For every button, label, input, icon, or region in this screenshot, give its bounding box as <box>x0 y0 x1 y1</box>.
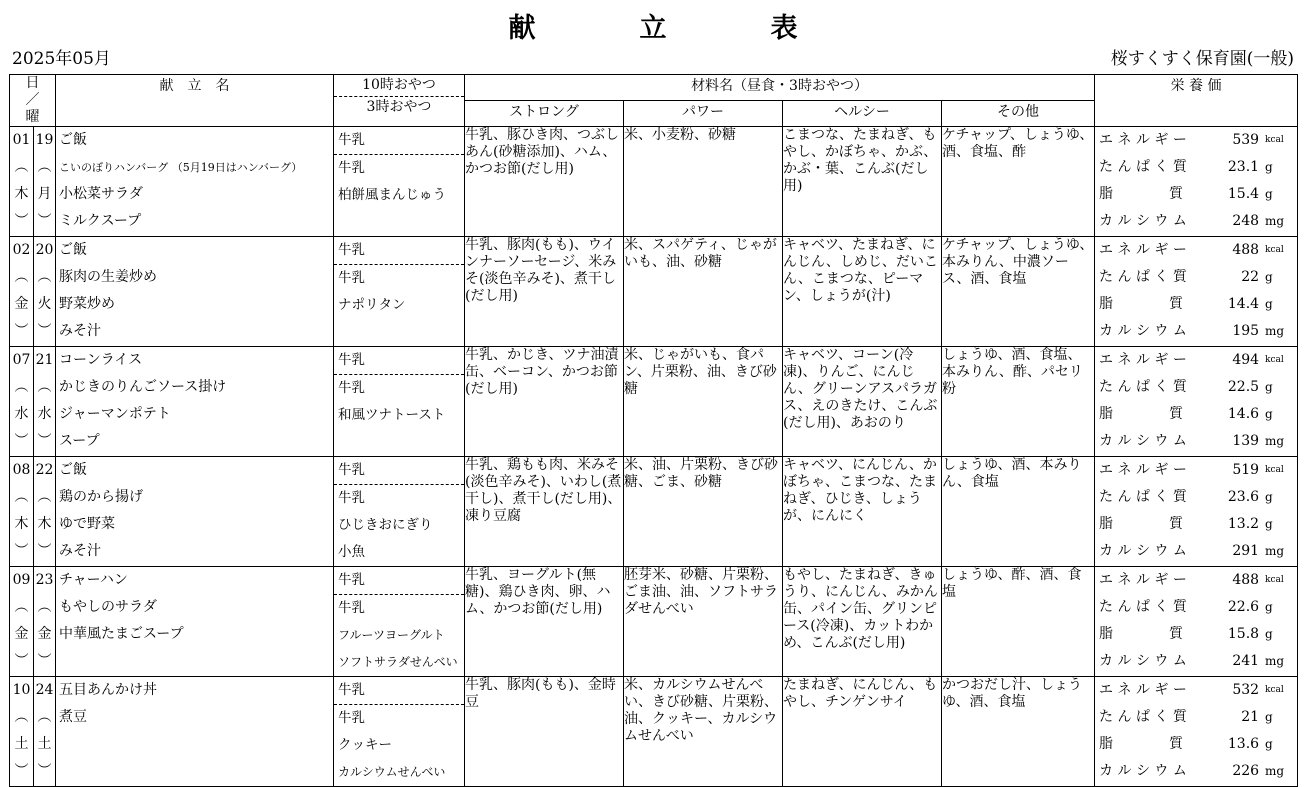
date-mark: 金 <box>37 626 52 642</box>
day-row <box>10 567 1298 677</box>
snack-item: 牛乳 <box>334 457 464 485</box>
day-row <box>10 237 1298 347</box>
strong-materials <box>465 127 624 237</box>
snack-item: フルーツヨーグルト <box>338 628 445 642</box>
nutrition-values <box>1095 457 1298 567</box>
date-mark: ︶ <box>37 323 52 339</box>
healthy-materials <box>783 347 942 457</box>
dish-list <box>56 347 334 457</box>
nutrient-unit: g <box>1265 490 1273 504</box>
day-row <box>10 347 1298 457</box>
nutrient-unit: kcal <box>1265 245 1284 255</box>
power-text: 米、カルシウムせんべい、きび砂糖、片栗粉、油、クッキー、カルシウムせんべい <box>624 677 778 744</box>
date-mark: ︶ <box>14 323 29 339</box>
nutrient-label: エ ネ ル ギ ー <box>1099 572 1187 588</box>
dish-name: 豚肉の生姜炒め <box>59 269 157 285</box>
nutrient-label: カ ル シ ウ ム <box>1099 653 1187 669</box>
nutrient-label: た ん ぱ く 質 <box>1099 379 1187 395</box>
date-mark: ︵ <box>37 379 52 395</box>
snack-header <box>334 75 465 127</box>
nutrient-value: 532 <box>1232 682 1260 698</box>
nutrient-label: 脂 質 <box>1099 406 1184 422</box>
date-mark: ︶ <box>14 763 29 779</box>
other-materials <box>942 457 1095 567</box>
snack-pm-header: 3時おやつ <box>366 99 432 115</box>
date-mark: ︶ <box>14 543 29 559</box>
nutrient-energy <box>1095 567 1297 594</box>
day-row <box>10 127 1298 237</box>
power-text: 米、小麦粉、砂糖 <box>624 127 736 143</box>
dish-name: 五目あんかけ丼 <box>59 682 157 698</box>
day-row <box>10 677 1298 787</box>
snack-item <box>334 319 464 346</box>
nutrition-header: 栄 養 価 <box>1095 75 1298 127</box>
date-col-2 <box>34 677 56 787</box>
snack-item: 牛乳 <box>334 127 464 155</box>
date-col-1 <box>10 457 34 567</box>
nutrient-label: エ ネ ル ギ ー <box>1099 352 1187 368</box>
nutrient-energy <box>1095 127 1297 154</box>
date-mark: ︶ <box>37 763 52 779</box>
date-mark: 土 <box>37 736 52 752</box>
nursery-name: 桜すくすく保育園(一般) <box>1110 49 1294 69</box>
snack-list <box>334 127 465 237</box>
nutrient-unit: mg <box>1265 214 1285 228</box>
date-mark: 土 <box>14 736 29 752</box>
power-materials <box>624 567 783 677</box>
year-month: 2025年05月 <box>12 49 111 69</box>
date-col-1 <box>10 127 34 237</box>
dish-name: スープ <box>59 433 100 449</box>
other-text: かつおだし汁、しょうゆ、酒、食塩 <box>942 677 1082 710</box>
nutrient-unit: g <box>1265 627 1273 641</box>
date-mark: ︶ <box>37 653 52 669</box>
date-mark: ︵ <box>37 709 52 725</box>
date-mark: 21 <box>35 352 54 368</box>
other-text: しょうゆ、酒、本みりん、食塩 <box>942 457 1082 490</box>
nutrient-unit: mg <box>1265 654 1285 668</box>
nutrient-fat <box>1095 621 1297 648</box>
power-materials <box>624 347 783 457</box>
nutrient-unit: g <box>1265 710 1273 724</box>
strong-text: 牛乳、豚ひき肉、つぶしあん(砂糖添加)、ハム、かつお節(だし用) <box>465 127 619 177</box>
nutrition-values <box>1095 567 1298 677</box>
healthy-materials <box>783 457 942 567</box>
nutrition-values <box>1095 127 1298 237</box>
day-header <box>10 75 56 127</box>
snack-list <box>334 347 465 457</box>
other-text: ケチャップ、しょうゆ、酒、食塩、酢 <box>942 127 1094 160</box>
power-materials <box>624 457 783 567</box>
nutrient-protein <box>1095 484 1297 511</box>
power-text: 米、スパゲティ、じゃがいも、油、砂糖 <box>624 237 777 270</box>
snack-item: カルシウムせんべい <box>338 765 446 779</box>
nutrient-value: 15.4 <box>1227 186 1260 202</box>
date-mark: ︶ <box>14 653 29 669</box>
healthy-text: キャベツ、コーン(冷凍)、りんご、にんじん、グリーンアスパラガス、えのきたけ、こんぶ(だし用)、あおのり <box>783 347 938 431</box>
date-mark: 01 <box>12 132 31 148</box>
date-mark: ︵ <box>14 599 29 615</box>
nutrient-calcium <box>1095 428 1297 455</box>
snack-item <box>334 209 464 236</box>
power-text: 胚芽米、砂糖、片栗粉、ごま油、油、ソフトサラダせんべい <box>624 567 778 617</box>
nutrient-value: 22 <box>1241 269 1260 285</box>
nutrient-unit: kcal <box>1265 685 1284 695</box>
date-col-2 <box>34 237 56 347</box>
other-materials <box>942 347 1095 457</box>
other-materials <box>942 237 1095 347</box>
snack-item: クッキー <box>338 737 392 753</box>
other-materials <box>942 677 1095 787</box>
date-mark: 木 <box>14 516 29 532</box>
power-text: 米、油、片栗粉、きび砂糖、ごま、砂糖 <box>624 457 778 490</box>
power-materials <box>624 237 783 347</box>
snack-item: 牛乳 <box>338 380 365 396</box>
date-mark: 金 <box>14 626 29 642</box>
snack-item: ひじきおにぎり <box>338 517 433 533</box>
date-mark: ︵ <box>37 159 52 175</box>
date-mark: ︶ <box>37 543 52 559</box>
strong-materials <box>465 237 624 347</box>
other-text: しょうゆ、酢、酒、食塩 <box>942 567 1082 600</box>
nutrient-value: 488 <box>1232 572 1260 588</box>
snack-item: 牛乳 <box>338 270 365 286</box>
strong-materials <box>465 347 624 457</box>
strong-text: 牛乳、かじき、ツナ油漬缶、ベーコン、かつお節(だし用) <box>465 347 619 397</box>
other-text: しょうゆ、酒、食塩、本みりん、酢、パセリ粉 <box>942 347 1083 397</box>
dish-list <box>56 567 334 677</box>
date-mark: 水 <box>37 406 52 422</box>
nutrient-label: エ ネ ル ギ ー <box>1099 242 1187 258</box>
dish-list <box>56 127 334 237</box>
date-mark: 09 <box>12 572 31 588</box>
date-mark: 水 <box>14 406 29 422</box>
nutrient-value: 291 <box>1232 543 1260 559</box>
date-mark: ︵ <box>14 269 29 285</box>
nutrient-unit: mg <box>1265 324 1285 338</box>
nutrient-label: た ん ぱ く 質 <box>1099 159 1187 175</box>
day-header-sep: ／ <box>25 92 40 108</box>
nutrition-values <box>1095 347 1298 457</box>
other-materials <box>942 127 1095 237</box>
nutrient-energy <box>1095 347 1297 374</box>
nutrient-value: 23.1 <box>1227 159 1260 175</box>
nutrient-protein <box>1095 704 1297 731</box>
title-char-3: 表 <box>770 13 798 44</box>
other-text: ケチャップ、しょうゆ、本みりん、中濃ソース、酒、食塩 <box>942 237 1094 287</box>
date-mark: ︵ <box>14 159 29 175</box>
strong-text: 牛乳、豚肉(もも)、金時豆 <box>465 677 616 710</box>
dish-name <box>56 758 333 785</box>
dish-name: もやしのサラダ <box>59 599 157 615</box>
menu-name-header: 献 立 名 <box>56 75 334 127</box>
nutrient-label: エ ネ ル ギ ー <box>1099 132 1187 148</box>
nutrient-value: 15.8 <box>1227 626 1260 642</box>
date-mark: 22 <box>35 462 54 478</box>
nutrient-value: 23.6 <box>1227 489 1260 505</box>
date-mark: 02 <box>12 242 31 258</box>
nutrient-label: エ ネ ル ギ ー <box>1099 682 1187 698</box>
date-mark: 金 <box>14 296 29 312</box>
menu-table <box>9 74 1298 787</box>
dish-name: ジャーマンポテト <box>59 406 171 422</box>
snack-item: 牛乳 <box>338 160 365 176</box>
nutrient-value: 195 <box>1232 323 1260 339</box>
snack-item: 牛乳 <box>338 710 365 726</box>
nutrient-value: 226 <box>1232 763 1260 779</box>
date-mark: ︵ <box>14 379 29 395</box>
nutrient-unit: kcal <box>1265 465 1284 475</box>
nutrient-protein <box>1095 154 1297 181</box>
nutrient-value: 494 <box>1232 352 1260 368</box>
strong-header: ストロング <box>465 101 624 127</box>
nutrient-value: 13.6 <box>1227 736 1260 752</box>
nutrient-unit: mg <box>1265 764 1285 778</box>
healthy-materials <box>783 127 942 237</box>
dish-name: みそ汁 <box>59 323 101 339</box>
date-mark: 月 <box>37 186 52 202</box>
date-mark: 10 <box>12 682 31 698</box>
title-char-2: 立 <box>639 13 667 44</box>
day-header-day: 日 <box>25 75 40 91</box>
nutrient-calcium <box>1095 648 1297 675</box>
snack-item: ナポリタン <box>338 297 406 313</box>
other-materials <box>942 567 1095 677</box>
date-mark: ︵ <box>37 489 52 505</box>
dish-name <box>56 648 333 675</box>
date-col-2 <box>34 127 56 237</box>
nutrient-label: 脂 質 <box>1099 626 1184 642</box>
nutrition-values <box>1095 677 1298 787</box>
date-mark: ︵ <box>37 269 52 285</box>
nutrient-calcium <box>1095 538 1297 565</box>
dish-name: 野菜炒め <box>59 296 115 312</box>
nutrient-value: 13.2 <box>1227 516 1260 532</box>
nutrient-value: 488 <box>1232 242 1260 258</box>
nutrient-label: た ん ぱ く 質 <box>1099 599 1187 615</box>
nutrient-value: 22.6 <box>1227 599 1260 615</box>
snack-item: 柏餅風まんじゅう <box>338 187 446 203</box>
nutrient-unit: g <box>1265 160 1273 174</box>
nutrient-value: 539 <box>1232 132 1260 148</box>
nutrient-value: 248 <box>1232 213 1260 229</box>
snack-item: 小魚 <box>338 544 365 560</box>
date-mark: ︶ <box>37 433 52 449</box>
nutrient-energy <box>1095 677 1297 704</box>
snack-item: 牛乳 <box>334 347 464 375</box>
nutrient-unit: g <box>1265 600 1273 614</box>
date-col-2 <box>34 567 56 677</box>
nutrient-energy <box>1095 237 1297 264</box>
nutrient-label: カ ル シ ウ ム <box>1099 763 1187 779</box>
power-materials <box>624 677 783 787</box>
nutrient-value: 519 <box>1232 462 1260 478</box>
snack-item: 牛乳 <box>334 677 464 705</box>
nutrient-unit: g <box>1265 297 1273 311</box>
nutrient-value: 22.5 <box>1227 379 1260 395</box>
healthy-header: ヘルシー <box>783 101 942 127</box>
dish-list <box>56 237 334 347</box>
nutrient-label: カ ル シ ウ ム <box>1099 323 1187 339</box>
date-col-1 <box>10 677 34 787</box>
dish-name: みそ汁 <box>59 543 101 559</box>
page-title <box>0 6 1306 45</box>
nutrient-label: た ん ぱ く 質 <box>1099 489 1187 505</box>
snack-item: 牛乳 <box>338 600 365 616</box>
date-col-2 <box>34 347 56 457</box>
nutrient-calcium <box>1095 318 1297 345</box>
healthy-materials <box>783 677 942 787</box>
dish-list <box>56 677 334 787</box>
other-header: その他 <box>942 101 1095 127</box>
date-col-1 <box>10 347 34 457</box>
date-mark: 木 <box>37 516 52 532</box>
date-mark: 24 <box>35 682 54 698</box>
nutrient-value: 139 <box>1232 433 1260 449</box>
nutrient-unit: g <box>1265 407 1273 421</box>
nutrient-value: 14.4 <box>1227 296 1260 312</box>
snack-am-header: 10時おやつ <box>334 75 464 97</box>
snack-item: 牛乳 <box>338 490 365 506</box>
nutrient-fat <box>1095 401 1297 428</box>
date-mark: ︶ <box>14 213 29 229</box>
nutrient-value: 21 <box>1241 709 1260 725</box>
date-mark: 火 <box>37 296 52 312</box>
nutrient-fat <box>1095 181 1297 208</box>
dish-name: ミルクスープ <box>59 213 142 229</box>
nutrient-label: 脂 質 <box>1099 186 1184 202</box>
materials-header: 材料名（昼食・3時おやつ） <box>465 75 1095 101</box>
nutrient-calcium <box>1095 758 1297 785</box>
nutrient-label: た ん ぱ く 質 <box>1099 709 1187 725</box>
nutrient-label: 脂 質 <box>1099 736 1184 752</box>
nutrient-unit: mg <box>1265 544 1285 558</box>
snack-list <box>334 457 465 567</box>
nutrient-fat <box>1095 291 1297 318</box>
nutrient-label: カ ル シ ウ ム <box>1099 213 1187 229</box>
dish-name: 鶏のから揚げ <box>59 489 143 505</box>
nutrient-protein <box>1095 374 1297 401</box>
day-header-weekday: 曜 <box>25 109 40 125</box>
date-col-2 <box>34 457 56 567</box>
dish-name: コーンライス <box>59 352 143 368</box>
nutrient-unit: g <box>1265 737 1273 751</box>
dish-name: ご飯 <box>59 132 87 148</box>
healthy-text: キャベツ、にんじん、かぼちゃ、こまつな、たまねぎ、ひじき、しょうが、にんにく <box>783 457 937 524</box>
nutrient-unit: kcal <box>1265 135 1284 145</box>
day-row <box>10 457 1298 567</box>
nutrient-fat <box>1095 731 1297 758</box>
nutrient-unit: g <box>1265 517 1273 531</box>
nutrient-label: 脂 質 <box>1099 516 1184 532</box>
dish-name: ご飯 <box>59 462 87 478</box>
date-mark: 19 <box>35 132 54 148</box>
dish-name: ゆで野菜 <box>59 516 115 532</box>
date-mark: ︶ <box>37 213 52 229</box>
strong-text: 牛乳、鶏もも肉、米みそ(淡色辛みそ)、いわし(煮干し)、煮干し(だし用)、凍り豆腐 <box>465 457 622 524</box>
healthy-text: こまつな、たまねぎ、もやし、かぼちゃ、かぶ、かぶ・葉、こんぶ(だし用) <box>783 127 938 194</box>
date-mark: ︵ <box>14 489 29 505</box>
strong-materials <box>465 567 624 677</box>
snack-list <box>334 567 465 677</box>
date-mark: 木 <box>14 186 29 202</box>
header-row-1 <box>10 75 1298 101</box>
dish-name: ご飯 <box>59 242 87 258</box>
nutrient-unit: kcal <box>1265 575 1284 585</box>
dish-name: かじきのりんごソース掛け <box>59 379 227 395</box>
nutrient-unit: g <box>1265 380 1273 394</box>
snack-item: 和風ツナトースト <box>338 407 446 423</box>
date-col-1 <box>10 567 34 677</box>
nutrient-label: エ ネ ル ギ ー <box>1099 462 1187 478</box>
strong-text: 牛乳、ヨーグルト(無糖)、鶏ひき肉、卵、ハム、かつお節(だし用) <box>465 567 611 617</box>
healthy-text: キャベツ、たまねぎ、にんじん、しめじ、だいこん、こまつな、ピーマン、しょうが(汁) <box>783 237 938 304</box>
title-char-1: 献 <box>508 13 536 44</box>
nutrient-label: た ん ぱ く 質 <box>1099 269 1187 285</box>
dish-list <box>56 457 334 567</box>
nutrient-label: カ ル シ ウ ム <box>1099 433 1187 449</box>
nutrient-energy <box>1095 457 1297 484</box>
healthy-materials <box>783 237 942 347</box>
nutrient-protein <box>1095 594 1297 621</box>
strong-materials <box>465 677 624 787</box>
snack-item <box>334 429 464 456</box>
date-mark: 20 <box>35 242 54 258</box>
snack-item: ソフトサラダせんべい <box>338 655 458 669</box>
dish-name: 小松菜サラダ <box>59 186 143 202</box>
healthy-text: もやし、たまねぎ、きゅうり、にんじん、みかん缶、パイン缶、グリンピース(冷凍)、カットわかめ、こんぶ(だし用) <box>783 567 938 651</box>
dish-name <box>56 731 333 758</box>
nutrient-unit: g <box>1265 187 1273 201</box>
dish-name: 中華風たまごスープ <box>59 626 184 642</box>
nutrient-fat <box>1095 511 1297 538</box>
date-mark: ︶ <box>14 433 29 449</box>
nutrient-value: 241 <box>1232 653 1260 669</box>
nutrient-label: カ ル シ ウ ム <box>1099 543 1187 559</box>
nutrient-unit: kcal <box>1265 355 1284 365</box>
nutrient-label: 脂 質 <box>1099 296 1184 312</box>
nutrient-value: 14.6 <box>1227 406 1260 422</box>
date-mark: ︵ <box>37 599 52 615</box>
snack-list <box>334 677 465 787</box>
strong-materials <box>465 457 624 567</box>
date-mark: ︵ <box>14 709 29 725</box>
nutrient-unit: mg <box>1265 434 1285 448</box>
nutrient-protein <box>1095 264 1297 291</box>
nutrition-values <box>1095 237 1298 347</box>
snack-list <box>334 237 465 347</box>
date-col-1 <box>10 237 34 347</box>
dish-name: こいのぼりハンバーグ （5月19日はハンバーグ） <box>59 161 303 174</box>
nutrient-calcium <box>1095 208 1297 235</box>
power-header: パワー <box>624 101 783 127</box>
healthy-text: たまねぎ、にんじん、もやし、チンゲンサイ <box>783 677 938 710</box>
power-text: 米、じゃがいも、食パン、片栗粉、油、きび砂糖 <box>624 347 777 397</box>
healthy-materials <box>783 567 942 677</box>
nutrient-unit: g <box>1265 270 1273 284</box>
power-materials <box>624 127 783 237</box>
dish-name: チャーハン <box>59 572 128 588</box>
date-mark: 23 <box>35 572 54 588</box>
date-mark: 07 <box>12 352 31 368</box>
strong-text: 牛乳、豚肉(もも)、ウインナーソーセージ、米みそ(淡色辛みそ)、煮干し(だし用) <box>465 237 617 304</box>
snack-item: 牛乳 <box>334 567 464 595</box>
dish-name: 煮豆 <box>59 709 87 725</box>
snack-item: 牛乳 <box>334 237 464 265</box>
date-mark: 08 <box>12 462 31 478</box>
